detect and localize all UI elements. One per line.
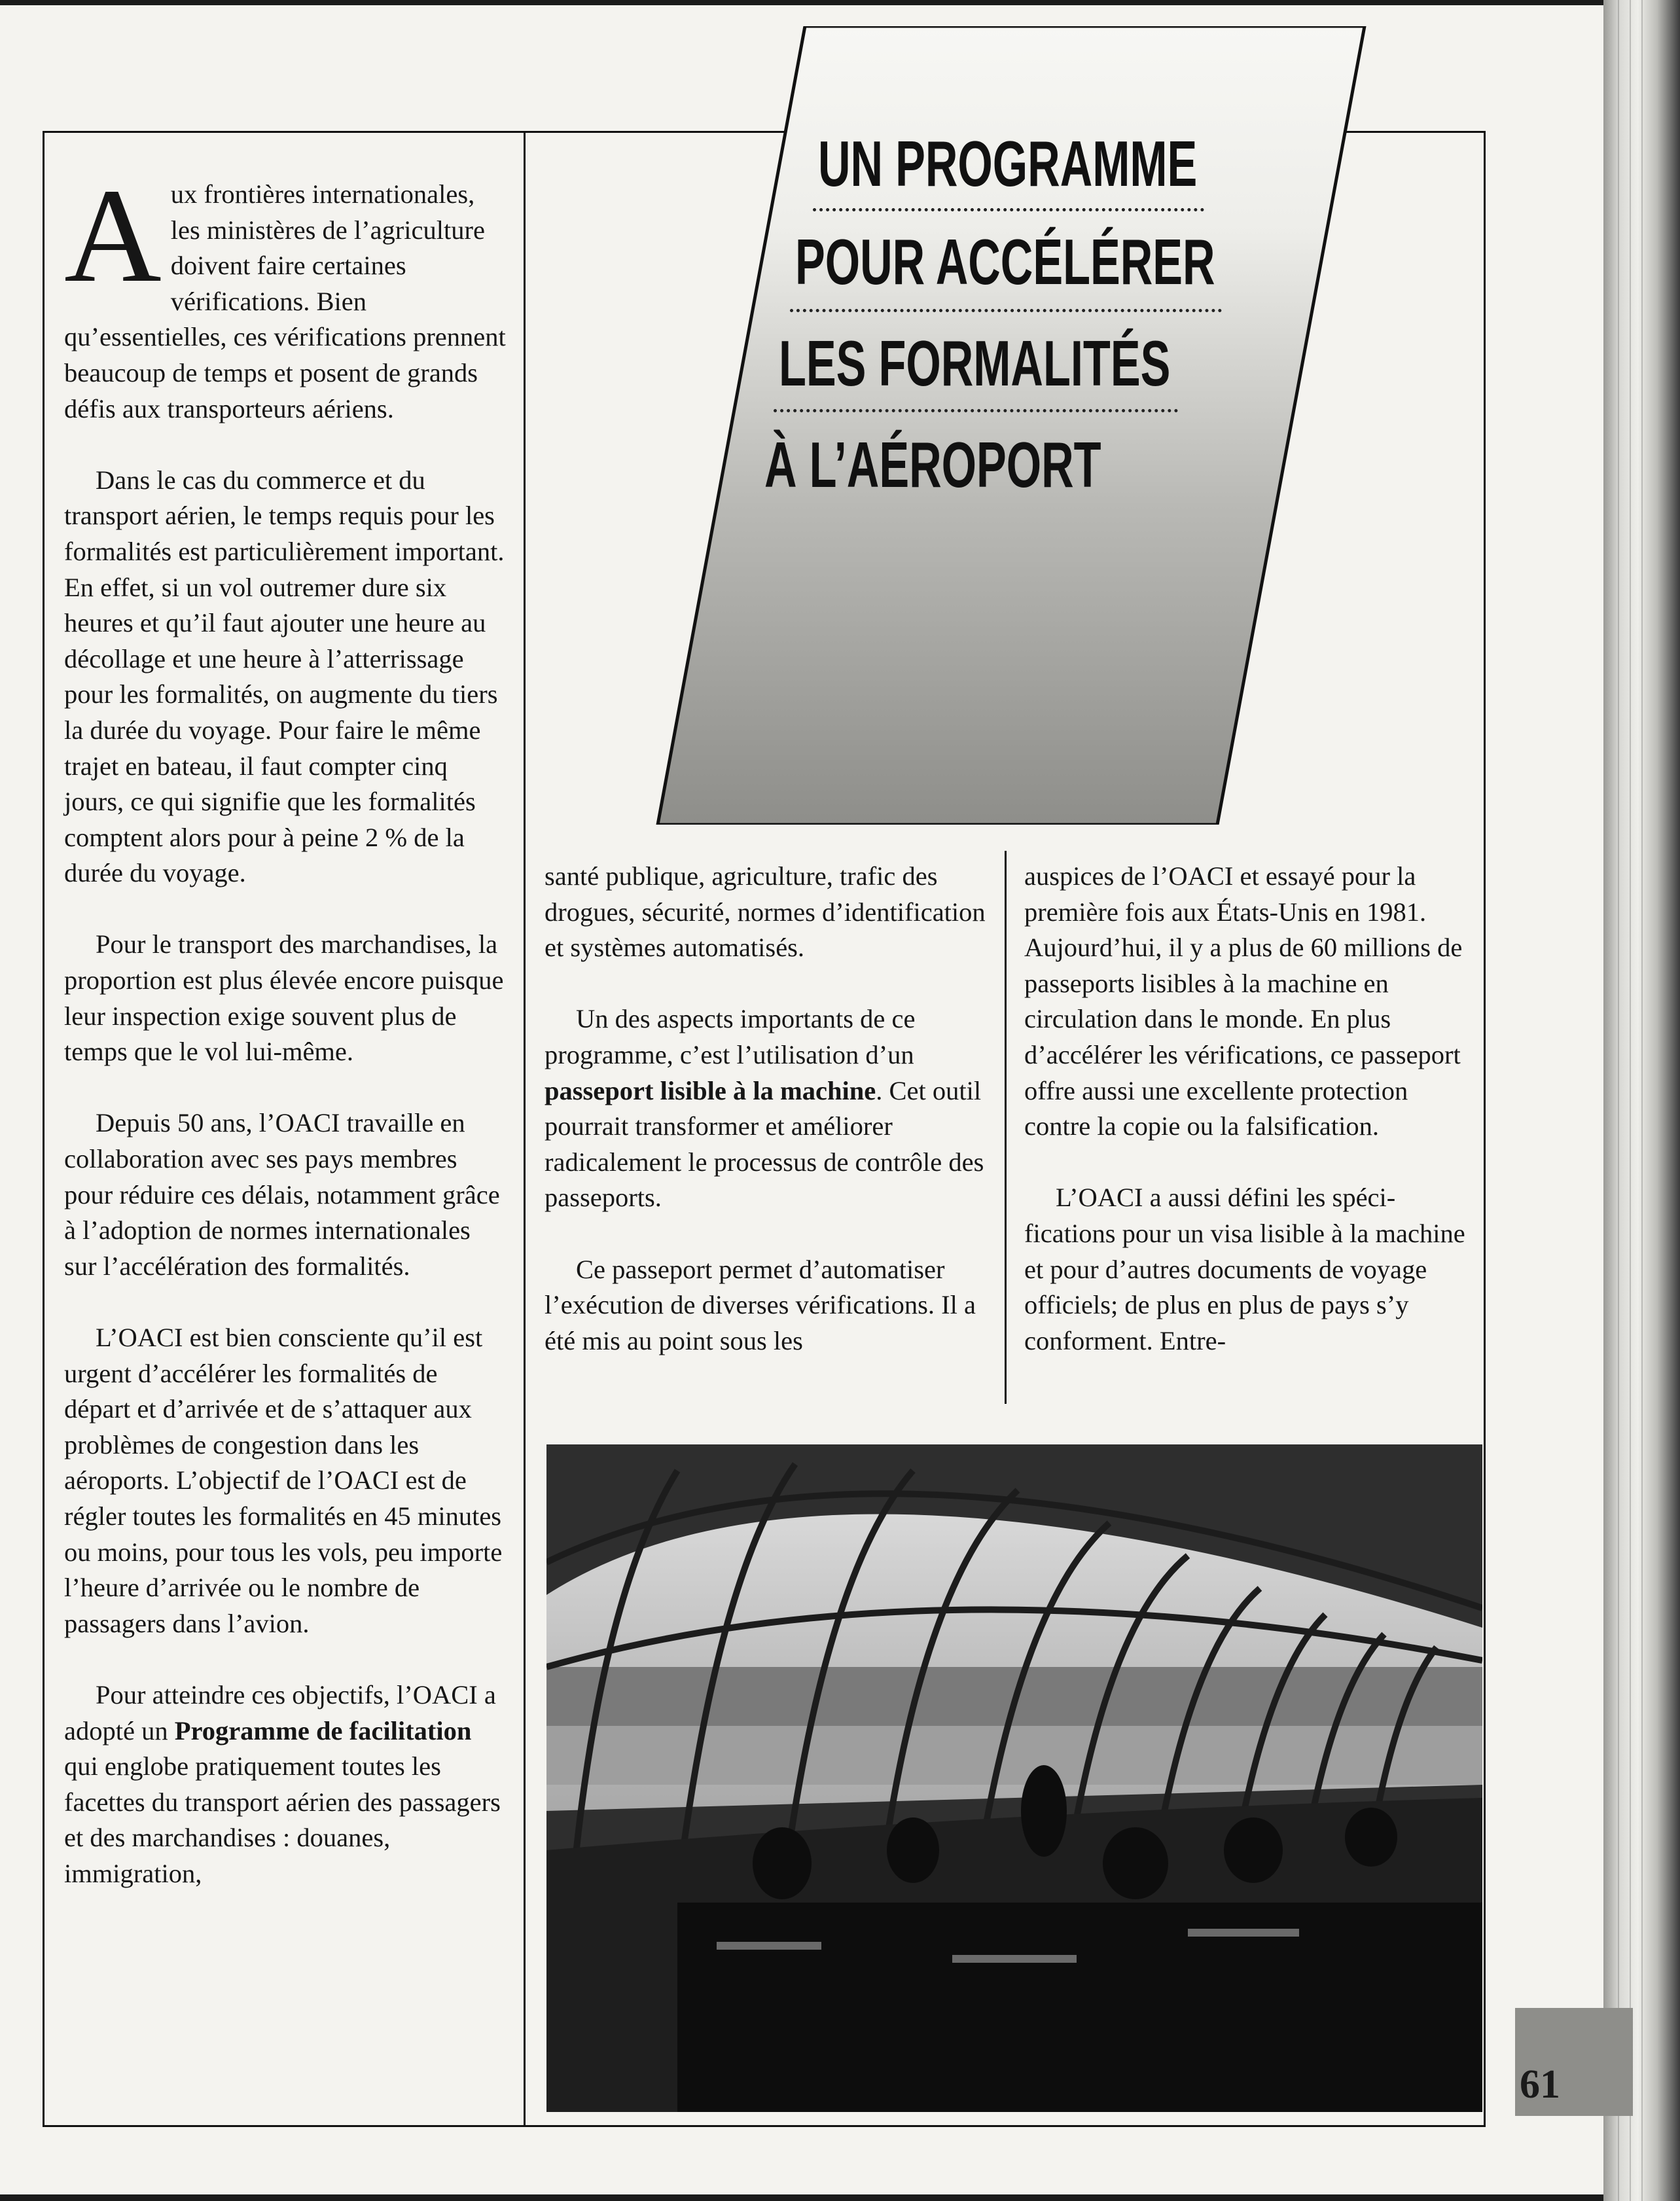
bold-program-name: Programme de facilitation [174,1715,472,1745]
col2-paragraph-1: santé publique, agriculture, trafic des drogues, sécurité, normes d’identification et systèmes automatisés. [545,861,986,963]
book-spine [1603,0,1680,2201]
airport-lounge-photo [546,1444,1482,2112]
title-rule-3 [774,409,1178,412]
bold-passport-term: passeport lisible à la machine [545,1075,876,1105]
col1-paragraph-4: Depuis 50 ans, l’OACI travaille en collaboration avec ses pays membres pour réduire ces délais, notamment grâce à l’adoption de normes internationales sur l’accélération des formalités. [64,1108,500,1281]
column-2 [545,859,990,1359]
column-rule-left [524,131,526,2127]
page-number: 61 [1520,2062,1560,2107]
photo-illustration [546,1444,1482,2112]
col2-paragraph-2: Un des aspects importants de ce programme, c’est l’utilisation d’un passeport lisible à la machine. Cet outil pourrait transformer et améliorer radicalement le processus de contrôle des passeports. [545,1004,984,1213]
column-3 [1024,859,1469,1359]
title-rule-2 [790,309,1222,312]
col1-paragraph-6: Pour atteindre ces objectifs, l’OACI a adopté un Programme de facilitation qui englobe pratiquement toutes les facettes du transport aérien des passagers et des marchandises : douanes, immigration, [64,1679,501,1888]
column-rule-right [1005,851,1007,1404]
title-line-2: POUR ACCÉLÉRER [795,226,1215,298]
title-line-3: LES FORMALITÉS [779,327,1171,399]
col1-paragraph-1: Aux frontières internationales, les ministères de l’agriculture doivent faire certaines vérifications. Bien qu’essentielles, ces vérifications prennent beaucoup de temps et posent de grands défis aux transporteurs aériens. [64,160,506,423]
col1-paragraph-2: Dans le cas du commerce et du transport aérien, le temps requis pour les formalités est particulièrement important. En effet, si un vol outremer dure six heures et qu’il faut ajouter une heure au décollage et une heure à l’atterrissage pour les formalités, on augmente du tiers la durée du voyage. Pour faire le même trajet en bateau, il faut compter cinq jours, ce qui signifie que les formalités comptent alors pour à peine 2 % de la durée du voyage. [64,465,505,888]
title-rule-1 [813,208,1204,211]
col3-paragraph-1: auspices de l’OACI et essayé pour la première fois aux États-Unis en 1981. Aujourd’hui, il y a plus de 60 millions de passeports lisibles à la machine en circulation dans le monde. En plus d’accélérer les vérifications, ce passeport offre aussi une excellente protection contre la copie ou la falsification. [1024,861,1463,1141]
col2-paragraph-3: Ce passeport permet d’automatiser l’exécution de diverses vérifications. Il a été mis au point sous les [545,1254,976,1355]
title-banner [648,26,1378,825]
col1-paragraph-3: Pour le transport des marchandises, la proportion est plus élevée encore puisque leur inspection exige souvent plus de temps que le vol lui-même. [64,929,504,1067]
col1-paragraph-5: L’OACI est bien consciente qu’il est urgent d’accélérer les formalités de départ et d’arrivée et de s’attaquer aux problèmes de congestion dans les aéroports. L’objectif de l’OACI est de régler toutes les formalités en 45 minutes ou moins, pour tous les vols, peu importe l’heure d’arrivée ou le nombre de passagers dans l’avion. [64,1323,503,1638]
column-1 [64,160,509,1892]
col3-paragraph-2: L’OACI a aussi défini les spécifications pour un visa lisible à la machine et pour d’autres documents de voyage officiels; de plus en plus de pays s’y conforment. Entre- [1024,1183,1465,1355]
drop-cap: A [64,160,162,310]
title-line-1: UN PROGRAMME [818,128,1198,200]
title-line-4: À L’AÉROPORT [764,429,1101,501]
